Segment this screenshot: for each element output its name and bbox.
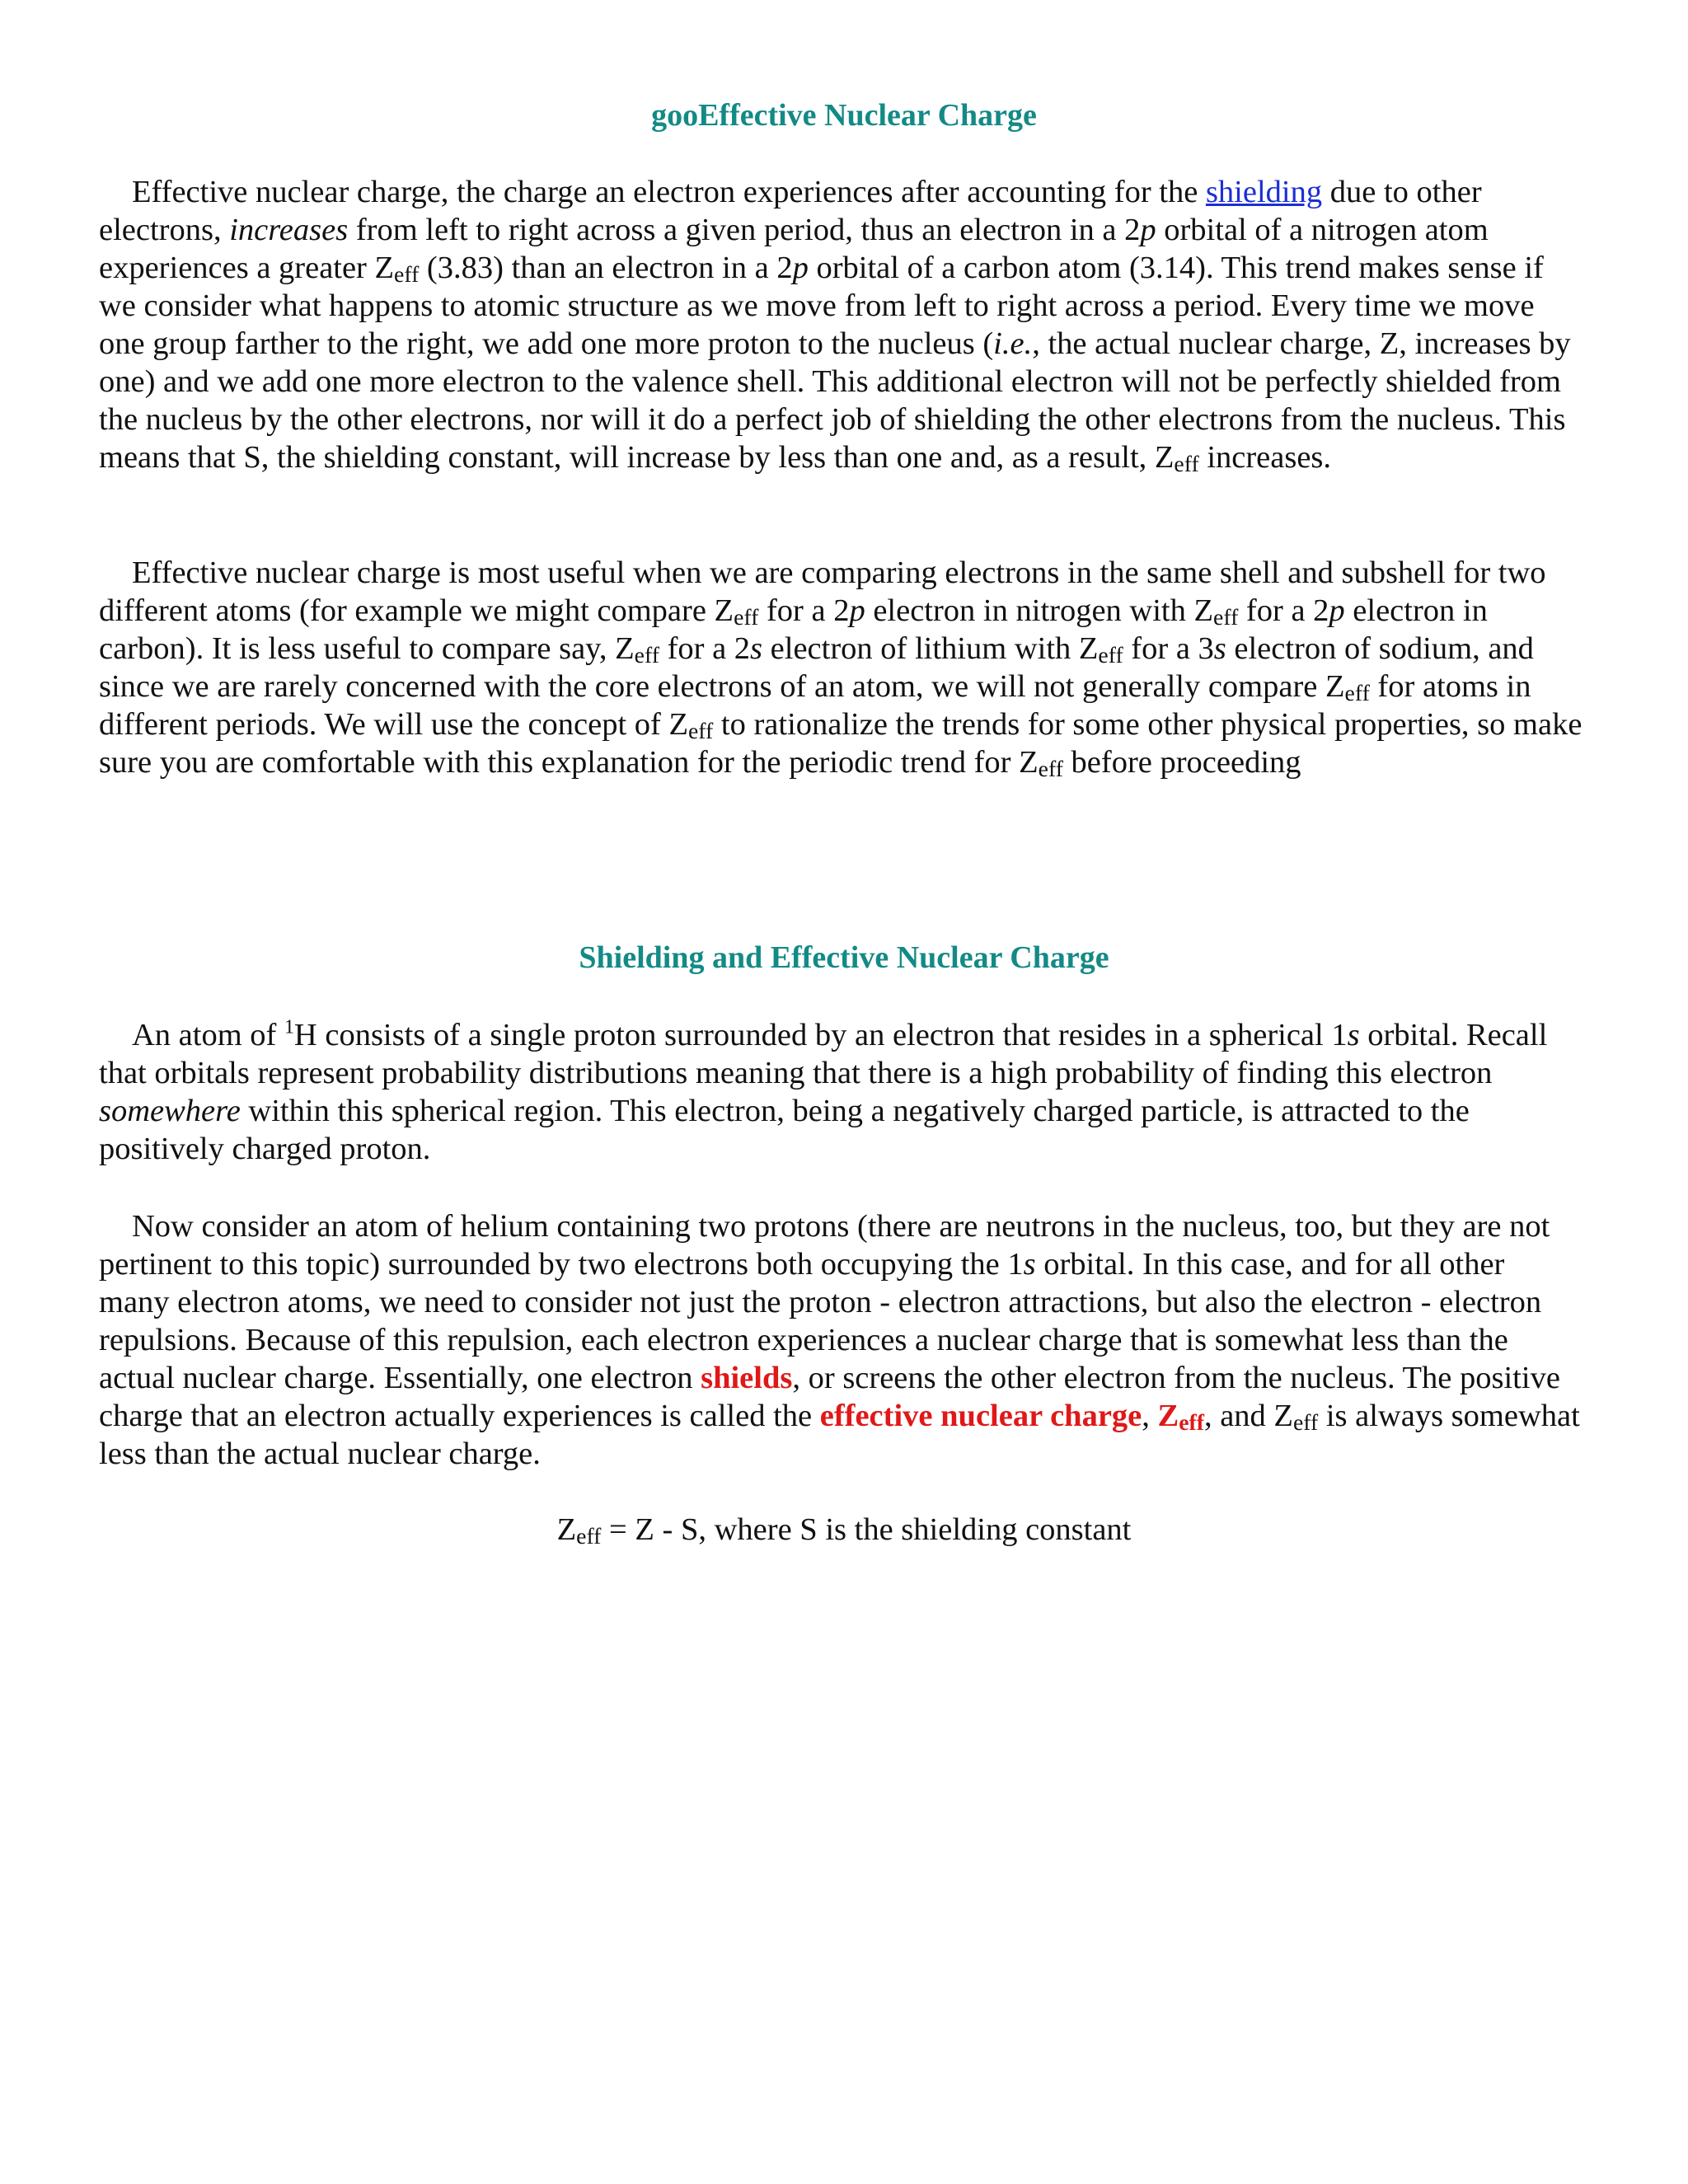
subscript-eff: eff [734, 603, 759, 630]
text: , the actual nuclear charge, Z, increases by one) and we add one more electron to the valence shell. This additional electron will not be perfectly shielded from the nucleus by the other electrons, nor will it do a perfect job of shielding the other electrons from the nucleus. This means that S, the shielding constant, will increase by less than one and, as a result, Z [99, 326, 1571, 475]
paragraph-zeff-usefulness [99, 554, 1582, 781]
subscript-eff: eff [1174, 450, 1199, 476]
subscript-eff: eff [688, 717, 714, 743]
zeff-formula [0, 1511, 1688, 1549]
text: , and Z [1203, 1399, 1293, 1433]
orbital-s: s [1213, 631, 1226, 666]
text: , [1142, 1399, 1158, 1433]
orbital-s: s [1023, 1247, 1036, 1282]
text: electron in carbon). It is less useful to compare say, Z [99, 593, 1488, 666]
text: electron of sodium, and since we are rarely concerned with the core electrons of an atom, we will not generally compare Z [99, 631, 1534, 704]
section-title-shielding: Shielding and Effective Nuclear Charge [579, 940, 1109, 975]
text: (3.83) than an electron in a 2 [419, 251, 793, 285]
orbital-p: p [849, 593, 865, 628]
formula-z: Z [556, 1512, 577, 1547]
text: orbital of a carbon atom (3.14). This trend makes sense if we consider what happens to atomic structure as we move from left to right across a period. Every time we move one group farther to the right, we add one more proton to the nucleus ( [99, 251, 1544, 361]
orbital-p: p [1140, 213, 1156, 247]
text: for a 2 [758, 593, 850, 628]
text: to rationalize the trends for some other physical properties, so make sure you are comfortable with this explanation for the periodic trend for Z [99, 707, 1582, 780]
text: electron in nitrogen with Z [865, 593, 1214, 628]
text: is always somewhat less than the actual nuclear charge. [99, 1399, 1580, 1471]
text: orbital. In this case, and for all other many electron atoms, we need to consider not just the proton - electron attractions, but also the electron - electron repulsions. Because of this repulsion, each electron experiences a nuclear charge that is somewhat less than the actual nuclear charge. Essentially, one electron [99, 1247, 1542, 1395]
orbital-s: s [750, 631, 763, 666]
term-shields: shields [701, 1361, 793, 1395]
emphasis-increases: increases [229, 213, 349, 247]
text: H consists of a single proton surrounded by an electron that resides in a spherical 1 [293, 1018, 1348, 1052]
term-zeff [1158, 1399, 1204, 1433]
emphasis-somewhere: somewhere [99, 1094, 241, 1128]
term-z: Z [1157, 1399, 1179, 1433]
text: , or screens the other electron from the nucleus. The positive charge that an electron actually experiences is called the [99, 1361, 1560, 1433]
text: electron of lithium with Z [762, 631, 1099, 666]
subscript-eff: eff [1179, 1408, 1204, 1435]
text: due to other electrons, [99, 175, 1482, 247]
text: Effective nuclear charge, the charge an electron experiences after accounting for the [132, 175, 1206, 209]
shielding-link[interactable]: shielding [1205, 175, 1323, 209]
text: for a 3 [1123, 631, 1214, 666]
text: An atom of [132, 1018, 284, 1052]
text: orbital. Recall that orbitals represent probability distributions meaning that there is a high probability of finding this electron [99, 1018, 1548, 1090]
text: within this spherical region. This electron, being a negatively charged particle, is attracted to the positively charged proton. [99, 1094, 1470, 1166]
orbital-s: s [1347, 1018, 1360, 1052]
subscript-eff: eff [1344, 679, 1370, 705]
text: orbital of a nitrogen atom experiences a greater Z [99, 213, 1489, 285]
text: Effective nuclear charge is most useful when we are comparing electrons in the same shell and subshell for two different atoms (for example we might compare Z [99, 555, 1546, 628]
paragraph-zeff-trend [99, 173, 1582, 476]
subscript-eff: eff [576, 1522, 602, 1549]
text: Now consider an atom of helium containing two protons (there are neutrons in the nucleus, too, but they are not pertinent to this topic) surrounded by two electrons both occupying the 1 [99, 1209, 1550, 1282]
term-effective-nuclear-charge: effective nuclear charge [819, 1399, 1142, 1433]
superscript-mass-number: 1 [284, 1016, 294, 1038]
text: for a 2 [659, 631, 751, 666]
subscript-eff: eff [1038, 755, 1063, 781]
subscript-eff: eff [394, 260, 420, 287]
formula-text: = Z - S, where S is the shielding constant [601, 1512, 1132, 1547]
text: before proceeding [1062, 745, 1301, 780]
orbital-p: p [792, 251, 809, 285]
text: increases. [1198, 440, 1332, 475]
orbital-p: p [1329, 593, 1345, 628]
emphasis-ie: i.e. [993, 326, 1033, 361]
subscript-eff: eff [1213, 603, 1239, 630]
subscript-eff: eff [1292, 1408, 1319, 1435]
text: from left to right across a given period, thus an electron in a 2 [348, 213, 1141, 247]
subscript-eff: eff [1098, 641, 1123, 668]
text: for atoms in different periods. We will use the concept of Z [99, 669, 1531, 742]
subscript-eff: eff [634, 641, 659, 668]
text: for a 2 [1238, 593, 1329, 628]
paragraph-helium-shielding [99, 1207, 1582, 1473]
section-title-effective-nuclear-charge: gooEffective Nuclear Charge [651, 98, 1037, 133]
paragraph-hydrogen-atom [99, 1016, 1582, 1168]
